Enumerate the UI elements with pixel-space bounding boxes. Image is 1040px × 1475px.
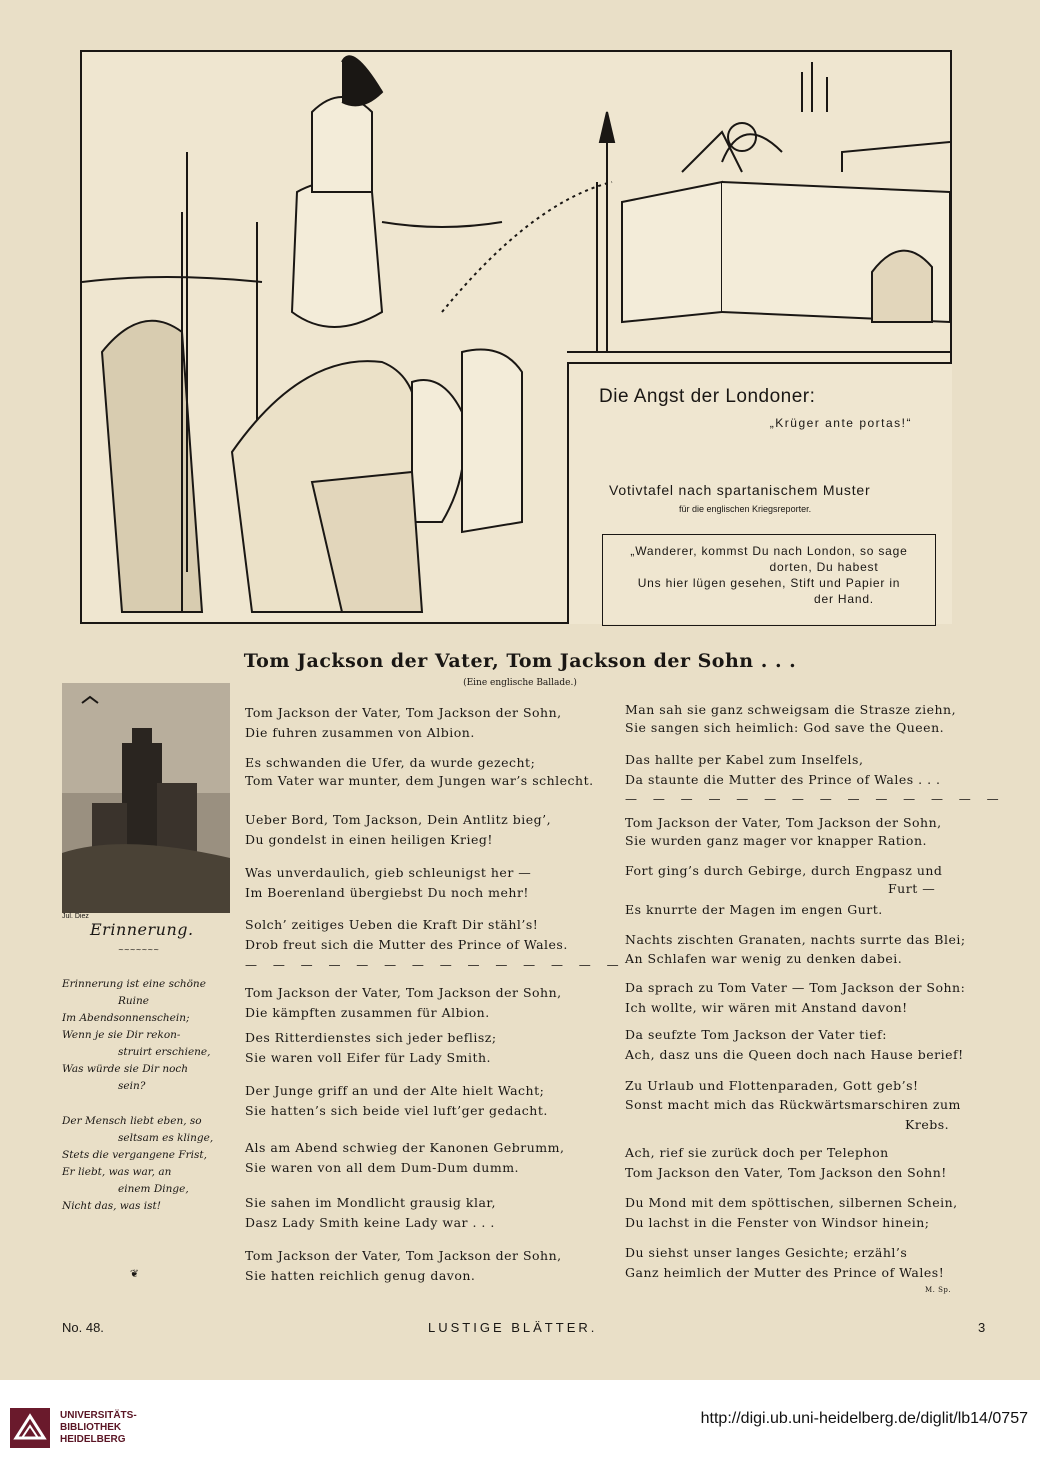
poem-line: Du lachst in die Fenster von Windsor hinein; [625, 1215, 930, 1230]
poem-line: Im Boerenland übergiebst Du noch mehr! [245, 885, 529, 900]
source-url-link[interactable]: http://digi.ub.uni-heidelberg.de/diglit/lb14/0757 [700, 1410, 1028, 1427]
library-name [60, 1410, 137, 1446]
poem-line: Ganz heimlich der Mutter des Prince of Wales! [625, 1265, 945, 1280]
poem-line: Drob freut sich die Mutter des Prince of Wales. [245, 937, 568, 952]
poem-line: Da staunte die Mutter des Prince of Wales . . . [625, 772, 941, 787]
poem-line: Sonst macht mich das Rückwärtsmarschiren zum [625, 1097, 961, 1112]
erinnerung-line: seltsam es klinge, [118, 1132, 214, 1144]
poem-line: Sie waren von all dem Dum-Dum dumm. [245, 1160, 520, 1175]
poem-line: Was unverdaulich, gieb schleunigst her — [245, 865, 532, 880]
poem-line: Dasz Lady Smith keine Lady war . . . [245, 1215, 495, 1230]
poem-line: Ach, rief sie zurück doch per Telephon [625, 1145, 889, 1160]
erinnerung-title: Erinnerung. [90, 920, 194, 939]
library-name-line: HEIDELBERG [60, 1434, 126, 1445]
votiv-subtitle: für die englischen Kriegsreporter. [679, 504, 812, 514]
library-name-line: UNIVERSITÄTS- [60, 1410, 137, 1421]
votiv-quote-box [602, 534, 936, 626]
dashed-divider: — — — — — — — — — — — — — — [245, 958, 625, 972]
poem-line: Sie hatten’s sich beide viel luft’ger gedacht. [245, 1103, 548, 1118]
poem-line: Tom Jackson der Vater, Tom Jackson der Sohn, [625, 815, 942, 830]
poem-line: An Schlafen war wenig zu denken dabei. [625, 951, 903, 966]
poem-line: Tom Jackson der Vater, Tom Jackson der Sohn, [245, 1248, 562, 1263]
poem-line: Du gondelst in einen heiligen Krieg! [245, 832, 493, 847]
library-name-line: BIBLIOTHEK [60, 1422, 122, 1433]
issue-number: No. 48. [62, 1320, 104, 1335]
poem-line: Sie hatten reichlich genug davon. [245, 1268, 476, 1283]
poem-line: Es schwanden die Ufer, da wurde gezecht; [245, 755, 536, 770]
poem-title: Tom Jackson der Vater, Tom Jackson der Sohn . . . [243, 650, 797, 672]
poem-line: Zu Urlaub und Flottenparaden, Gott geb’s! [625, 1078, 919, 1093]
ruin-picture [62, 683, 230, 913]
poem-line: Du Mond mit dem spöttischen, silbernen Schein, [625, 1195, 958, 1210]
poem-line: Die kämpften zusammen für Albion. [245, 1005, 490, 1020]
cartoon-title: Die Angst der Londoner: [599, 386, 816, 407]
poem-line: Als am Abend schwieg der Kanonen Gebrumm, [245, 1140, 565, 1155]
cartoon-illustration [80, 50, 952, 624]
dashed-divider: — — — — — — — — — — — — — — [625, 792, 1005, 806]
erinnerung-line: Ruine [118, 995, 150, 1007]
erinnerung-line: Er liebt, was war, an [62, 1166, 172, 1178]
artist-signature: Jul. Diez [62, 913, 89, 920]
poem-line: Ach, dasz uns die Queen doch nach Hause berief! [625, 1047, 964, 1062]
poem-line: Sie sangen sich heimlich: God save the Queen. [625, 720, 945, 735]
erinnerung-line: Was würde sie Dir noch [62, 1063, 189, 1075]
magazine-name: LUSTIGE BLÄTTER. [428, 1320, 598, 1335]
poem-line: Tom Jackson den Vater, Tom Jackson den Sohn! [625, 1165, 947, 1180]
poem-line: Furt — [888, 881, 936, 896]
caption-panel [567, 362, 952, 624]
erinnerung-line: Wenn je sie Dir rekon- [62, 1029, 181, 1041]
erinnerung-line: Der Mensch liebt eben, so [62, 1115, 202, 1127]
quote-line: dorten, Du habest [769, 560, 879, 574]
erinnerung-line: Im Abendsonnenschein; [62, 1012, 190, 1024]
poem-line: Sie waren voll Eifer für Lady Smith. [245, 1050, 492, 1065]
page-number: 3 [978, 1320, 986, 1335]
library-logo-icon [10, 1408, 50, 1448]
cartoon-subtitle: „Krüger ante portas!“ [769, 416, 912, 430]
poem-line: Das hallte per Kabel zum Inselfels, [625, 752, 864, 767]
erinnerung-line: Nicht das, was ist! [62, 1200, 161, 1212]
poem-line: Tom Jackson der Vater, Tom Jackson der Sohn, [245, 985, 562, 1000]
poem-line: Da seufzte Tom Jackson der Vater tief: [625, 1027, 887, 1042]
erinnerung-line: einem Dinge, [118, 1183, 189, 1195]
poem-line: Krebs. [905, 1117, 950, 1132]
poem-line: Da sprach zu Tom Vater — Tom Jackson der Sohn: [625, 980, 966, 995]
votiv-title: Votivtafel nach spartanischem Muster [609, 482, 871, 498]
poem-line: Ueber Bord, Tom Jackson, Dein Antlitz bieg’, [245, 812, 552, 827]
poem-line: Man sah sie ganz schweigsam die Strasze ziehn, [625, 702, 957, 717]
flower-ornament-icon: ❦ [130, 1268, 139, 1280]
poem-line: Tom Jackson der Vater, Tom Jackson der Sohn, [245, 705, 562, 720]
poem-line: Des Ritterdienstes sich jeder beflisz; [245, 1030, 497, 1045]
quote-line: Uns hier lügen gesehen, Stift und Papier in [637, 576, 901, 590]
poem-signature: M. Sp. [925, 1286, 952, 1294]
poem-subtitle: (Eine englische Ballade.) [463, 678, 577, 688]
quote-line: „Wanderer, kommst Du nach London, so sage [630, 544, 908, 558]
erinnerung-line: struirt erschiene, [118, 1046, 211, 1058]
poem-line: Ich wollte, wir wären mit Anstand davon! [625, 1000, 908, 1015]
erinnerung-line: Stets die vergangene Frist, [62, 1149, 207, 1161]
poem-line: Es knurrte der Magen im engen Gurt. [625, 902, 883, 917]
quote-line: der Hand. [814, 592, 874, 606]
poem-line: Nachts zischten Granaten, nachts surrte das Blei; [625, 932, 966, 947]
library-footer-bar [0, 1380, 1040, 1475]
poem-line: Tom Vater war munter, dem Jungen war’s schlecht. [245, 773, 594, 788]
poem-line: Die fuhren zusammen von Albion. [245, 725, 475, 740]
decorative-divider: ~~~~~~~ [118, 946, 160, 954]
poem-line: Sie wurden ganz mager vor knapper Ration. [625, 833, 927, 848]
erinnerung-line: sein? [118, 1080, 146, 1092]
erinnerung-line: Erinnerung ist eine schöne [62, 978, 206, 990]
poem-line: Der Junge griff an und der Alte hielt Wacht; [245, 1083, 545, 1098]
poem-line: Du siehst unser langes Gesichte; erzähl’s [625, 1245, 908, 1260]
poem-line: Solch’ zeitiges Ueben die Kraft Dir stähl’s! [245, 917, 539, 932]
poem-line: Fort ging’s durch Gebirge, durch Engpasz und [625, 863, 943, 878]
poem-line: Sie sahen im Mondlicht grausig klar, [245, 1195, 496, 1210]
ruin-drawing [62, 683, 230, 913]
